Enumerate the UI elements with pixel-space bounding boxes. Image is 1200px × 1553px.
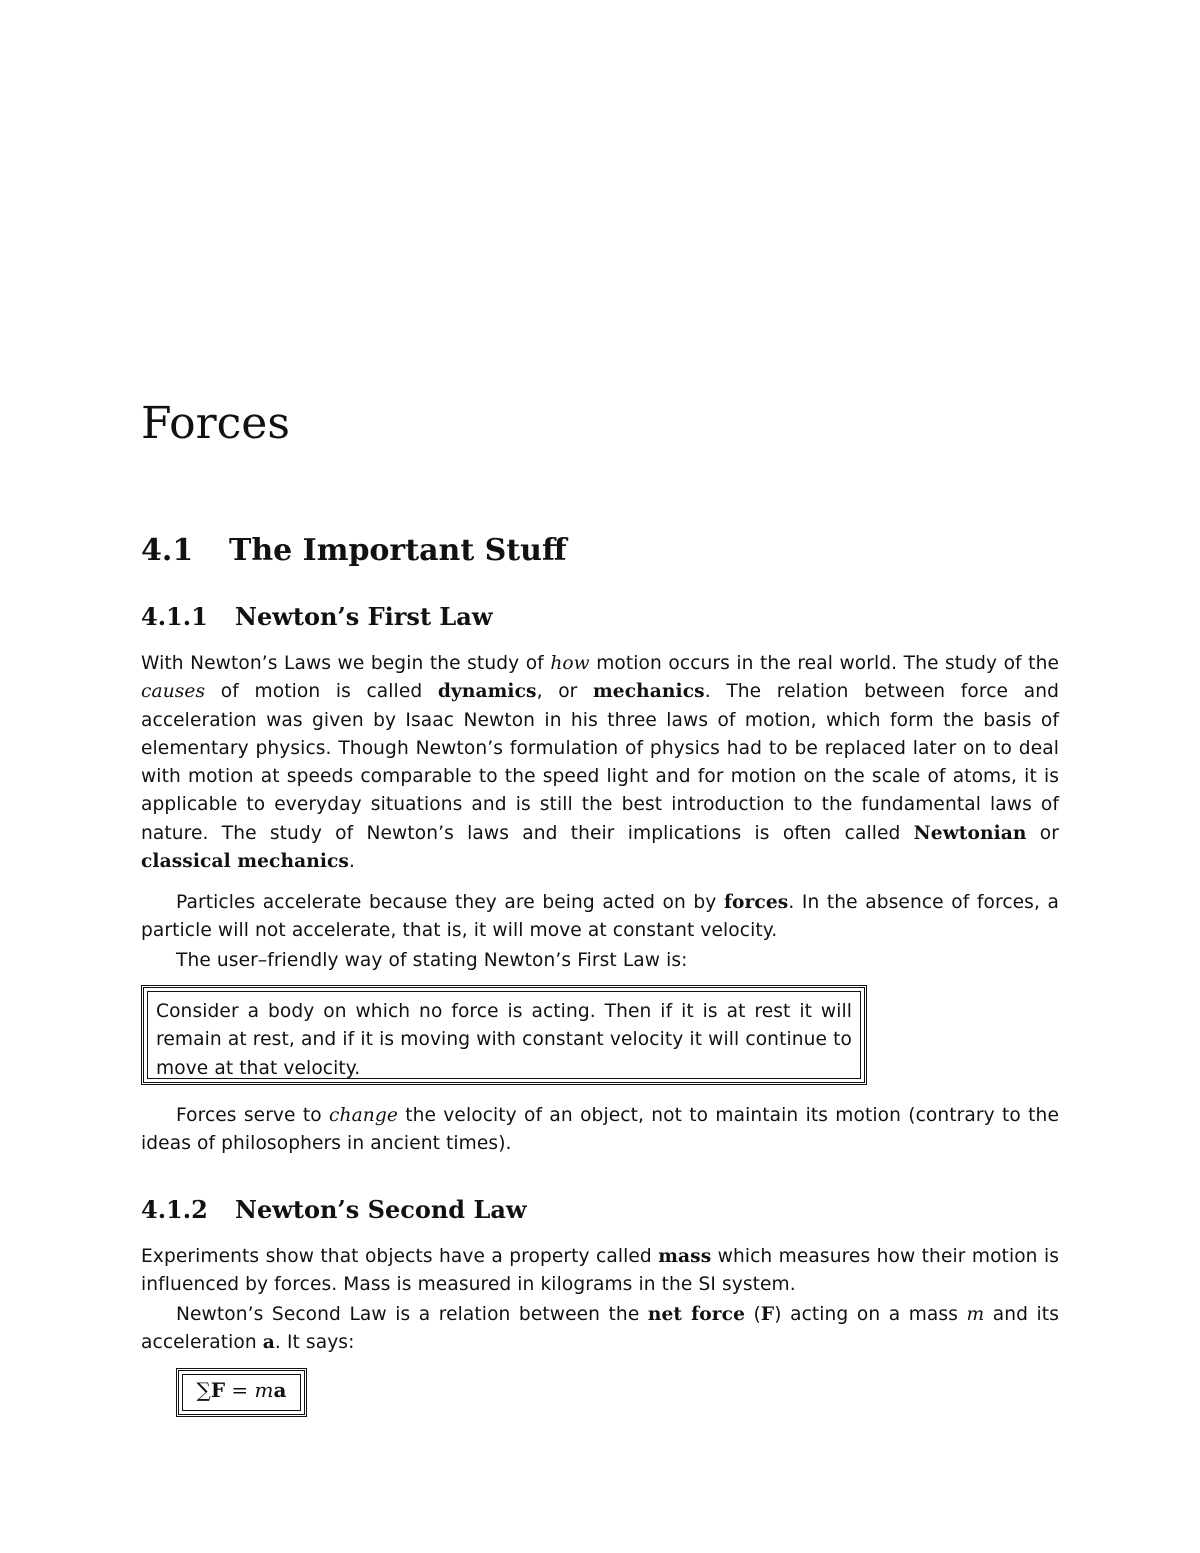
symbol-mass: m <box>966 1304 985 1325</box>
symbol-acceleration: a <box>262 1332 275 1354</box>
section-number: 4.1 <box>141 533 194 568</box>
equals-sign: = <box>225 1378 255 1402</box>
paragraph-second-law-lead: Newton’s Second Law is a relation between the net force (F) acting on a mass m and its acceleration a. It says: <box>141 1304 1059 1354</box>
first-law-statement-box <box>141 985 867 1085</box>
subsection-title: Newton’s Second Law <box>235 1195 527 1224</box>
term-forces: forces <box>723 892 789 913</box>
paragraph-forces: Particles accelerate because they are being acted on by forces. In the absence of forces, a particle will not accelerate, that is, it will move at constant velocity. <box>141 892 1060 942</box>
subsection-heading-second-law <box>141 1195 527 1224</box>
symbol-force: F <box>760 1304 775 1325</box>
term-net-force: net force <box>647 1304 746 1325</box>
first-law-statement: Consider a body on which no force is acting. Then if it is at rest it will remain at rest, and if it is moving with constant velocity it will continue to move at that velocity. <box>147 991 861 1079</box>
paragraph-dynamics-intro: With Newton’s Laws we begin the study of how motion occurs in the real world. The study of the causes of motion is called dynamics, or mechanics. The relation between force and acceleration was given by Isaac Newton in his three laws of motion, which form the basis of elementary physics. Though Newton’s formulation of physics had to be replaced later on to deal with motion at speeds comparable to the speed light and for motion on the scale of atoms, it is applicable to everyday situations and is still the best introduction to the fundamental laws of nature. The study of Newton’s laws and their implications is often called Newtonian or classical mechanics. <box>141 653 1060 873</box>
term-mass: mass <box>658 1246 712 1267</box>
sum-symbol: ∑ <box>196 1378 211 1402</box>
emphasis-change: change <box>328 1105 398 1126</box>
second-law-equation-box <box>176 1368 307 1417</box>
term-classical-mechanics: classical mechanics <box>141 851 350 873</box>
mass-variable: m <box>254 1378 274 1402</box>
term-mechanics: mechanics <box>593 681 705 703</box>
subsection-heading-first-law <box>141 602 493 631</box>
section-heading <box>141 533 567 568</box>
term-newtonian: Newtonian <box>913 822 1027 844</box>
emphasis-causes: causes <box>141 681 206 703</box>
force-vector: F <box>210 1378 226 1402</box>
term-dynamics: dynamics <box>437 681 537 703</box>
paragraph-first-law-lead: The user–friendly way of stating Newton’s First Law is: <box>176 950 688 971</box>
chapter-title: Forces <box>141 398 290 449</box>
acceleration-vector: a <box>273 1378 287 1402</box>
subsection-number: 4.1.2 <box>141 1195 208 1224</box>
subsection-number: 4.1.1 <box>141 602 208 631</box>
paragraph-forces-change-velocity: Forces serve to change the velocity of an object, not to maintain its motion (contrary to the ideas of philosophers in ancient times). <box>141 1105 1059 1155</box>
second-law-equation <box>182 1374 301 1411</box>
document-page <box>141 0 1059 1553</box>
subsection-title: Newton’s First Law <box>235 602 493 631</box>
paragraph-mass: Experiments show that objects have a property called mass which measures how their motion is influenced by forces. Mass is measured in kilograms in the SI system. <box>141 1246 1059 1296</box>
emphasis-how: how <box>550 653 590 674</box>
section-title: The Important Stuff <box>229 533 567 568</box>
